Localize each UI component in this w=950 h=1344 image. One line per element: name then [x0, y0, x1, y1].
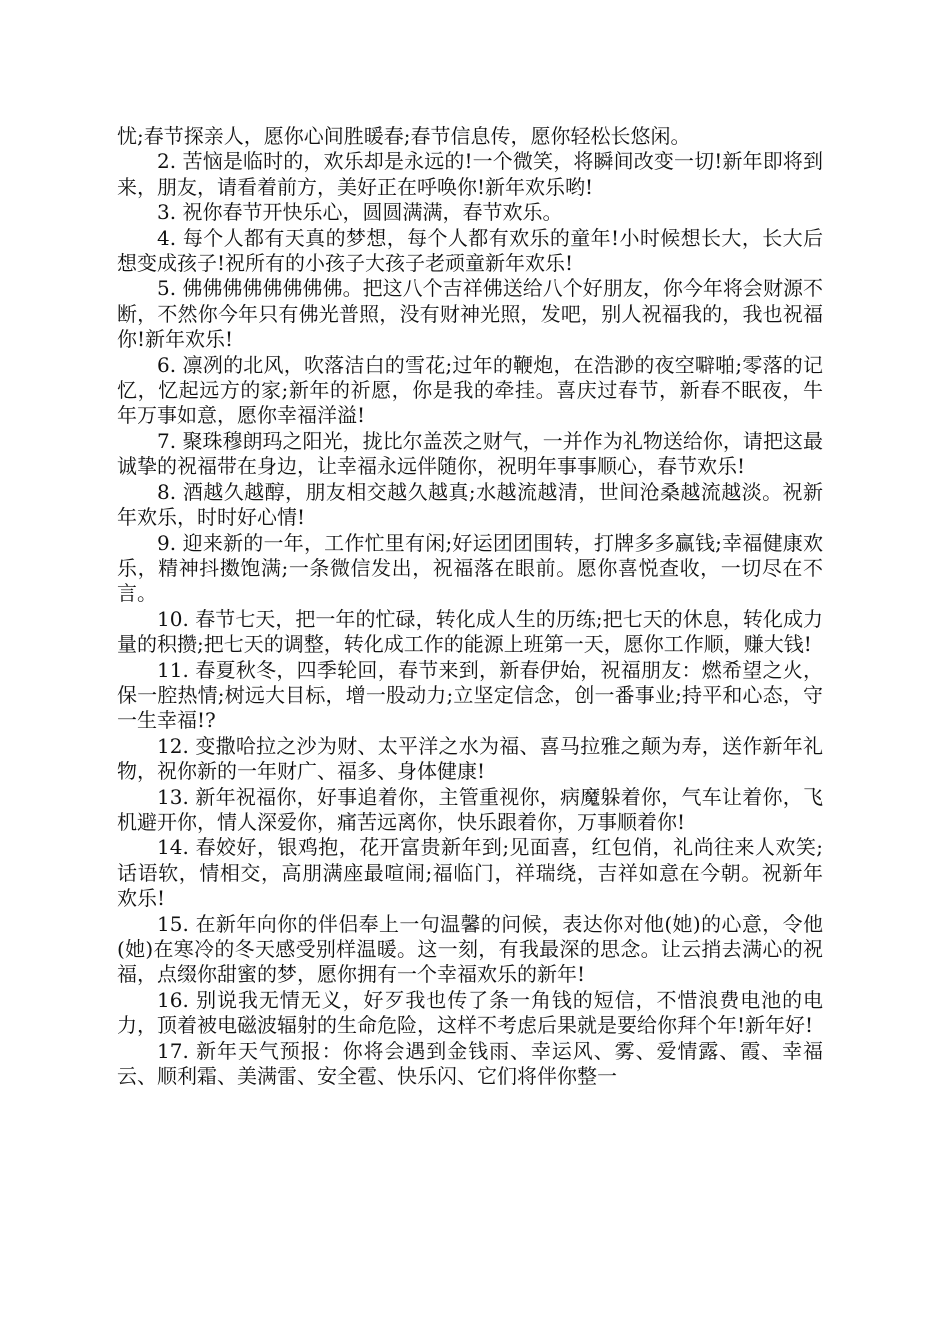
paragraph-12: 12. 变撒哈拉之沙为财、太平洋之水为福、喜马拉雅之颠为寿，送作新年礼物，祝你新的一年财广、福多、身体健康! — [117, 733, 823, 784]
paragraph-11: 11. 春夏秋冬，四季轮回，春节来到，新春伊始，祝福朋友：燃希望之火，保一腔热情;树远大目标，增一股动力;立坚定信念，创一番事业;持平和心态，守一生幸福!? — [117, 657, 823, 733]
paragraph-13: 13. 新年祝福你，好事追着你，主管重视你，病魔躲着你，气车让着你，飞机避开你，情人深爱你，痛苦远离你，快乐跟着你，万事顺着你! — [117, 784, 823, 834]
paragraph-3: 3. 祝你春节开快乐心，圆圆满满，春节欢乐。 — [157, 200, 563, 225]
paragraph-2: 2. 苦恼是临时的，欢乐却是永远的!一个微笑，将瞬间改变一切!新年即将到来，朋友，请看着前方，美好正在呼唤你!新年欢乐哟! — [117, 149, 823, 199]
paragraph-7: 7. 聚珠穆朗玛之阳光，拢比尔盖茨之财气，一并作为礼物送给你，请把这最诚挚的祝福带在身边，让幸福永远伴随你，祝明年事事顺心，春节欢乐! — [117, 428, 823, 479]
paragraph-16: 16. 别说我无情无义，好歹我也传了条一角钱的短信，不惜浪费电池的电力，顶着被电磁波辐射的生命危险，这样不考虑后果就是要给你拜个年!新年好! — [117, 987, 823, 1038]
paragraph-17: 17. 新年天气预报：你将会遇到金钱雨、幸运风、雾、爱情露、霞、幸福云、顺利霜、美满雷、安全雹、快乐闪、它们将伴你整一 — [117, 1038, 823, 1089]
paragraph-5: 5. 佛佛佛佛佛佛佛佛。把这八个吉祥佛送给八个好朋友，你今年将会财源不断，不然你今年只有佛光普照，没有财神光照，发吧，别人祝福我的，我也祝福你!新年欢乐! — [117, 276, 823, 352]
paragraph-15: 15. 在新年向你的伴侣奉上一句温馨的问候，表达你对他(她)的心意，令他(她)在寒冷的冬天感受别样温暖。这一刻，有我最深的思念。让云捎去满心的祝福，点缀你甜蜜的梦，愿你拥有一个幸福欢乐的新年! — [117, 911, 823, 987]
paragraph-4: 4. 每个人都有天真的梦想，每个人都有欢乐的童年!小时候想长大，长大后想变成孩子!祝所有的小孩子大孩子老顽童新年欢乐! — [117, 225, 823, 276]
paragraph-10: 10. 春节七天，把一年的忙碌，转化成人生的历练;把七天的休息，转化成力量的积攒;把七天的调整，转化成工作的能源上班第一天，愿你工作顺，赚大钱! — [117, 606, 823, 657]
paragraph-1-continuation: 忧;春节探亲人，愿你心间胜暖春;春节信息传，愿你轻松长悠闲。 — [117, 124, 691, 148]
paragraph-6: 6. 凛冽的北风，吹落洁白的雪花;过年的鞭炮，在浩渺的夜空噼啪;零落的记忆，忆起远方的家;新年的祈愿，你是我的牵挂。喜庆过春节，新春不眠夜，牛年万事如意，愿你幸福洋溢! — [117, 352, 823, 428]
paragraph-8: 8. 酒越久越醇，朋友相交越久越真;水越流越清，世间沧桑越流越淡。祝新年欢乐，时时好心情! — [117, 479, 823, 530]
document-page — [117, 124, 823, 1089]
paragraph-14: 14. 春姣好，银鸡抱，花开富贵新年到;见面喜，红包俏，礼尚往来人欢笑;话语软，情相交，高朋满座最喧闹;福临门，祥瑞绕，吉祥如意在今朝。祝新年欢乐! — [117, 835, 823, 911]
paragraph-9: 9. 迎来新的一年，工作忙里有闲;好运团团围转，打牌多多赢钱;幸福健康欢乐，精神抖擞饱满;一条微信发出，祝福落在眼前。愿你喜悦查收，一切尽在不言。 — [117, 530, 823, 606]
